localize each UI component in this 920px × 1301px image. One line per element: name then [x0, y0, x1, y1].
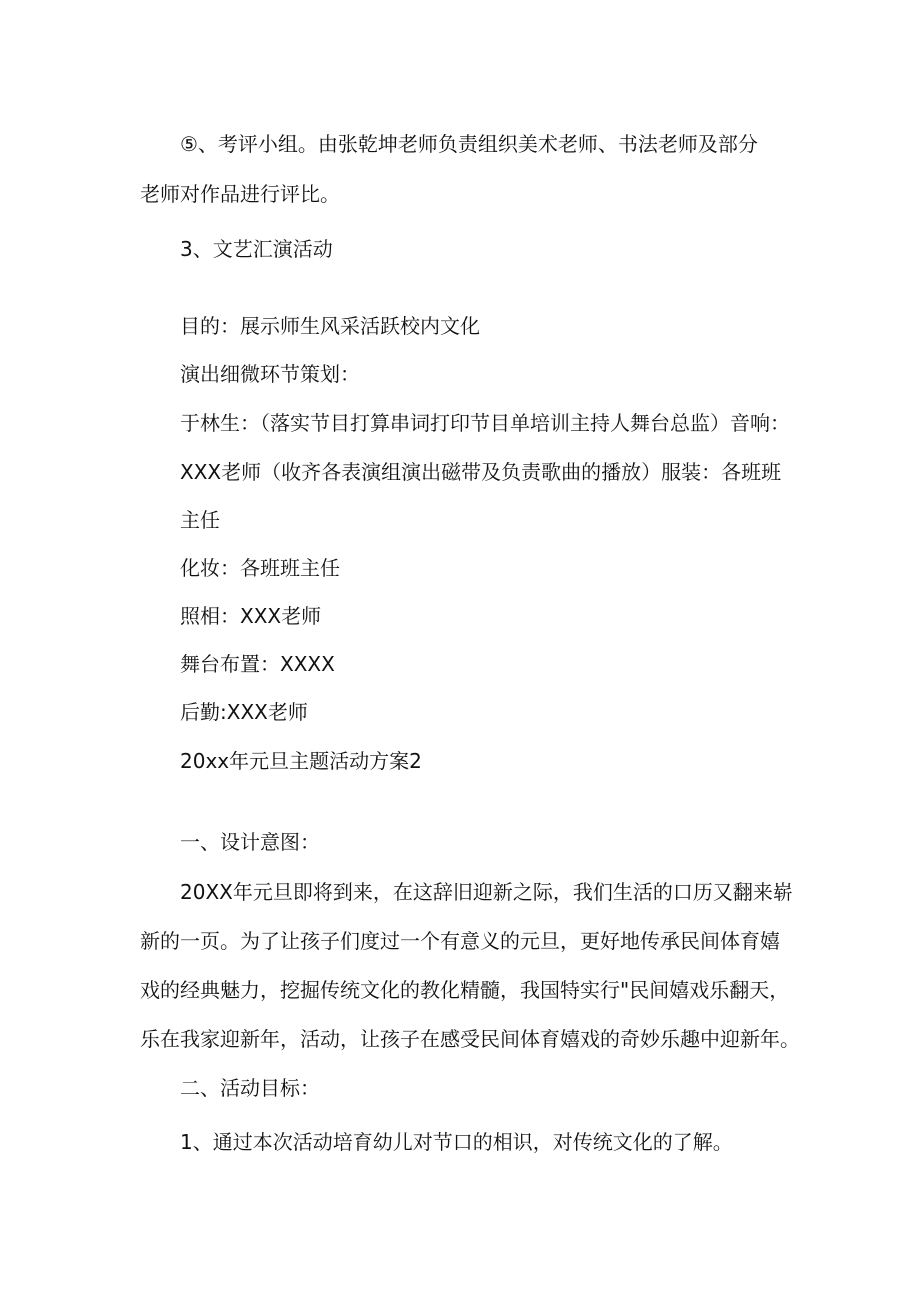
paragraph-line: 老师对作品进行评比。 — [140, 182, 340, 206]
paragraph-line: 戏的经典魅力，挖掘传统文化的教化精髓，我国特实行"民间嬉戏乐翻天， — [140, 978, 790, 1002]
paragraph-line: 1、通过本次活动培育幼儿对节口的相识，对传统文化的了解。 — [180, 1130, 733, 1154]
paragraph-line: 20XX年元旦即将到来，在这辞旧迎新之际，我们生活的口历又翻来崭 — [180, 880, 793, 904]
paragraph-line: 后勤:XXX老师 — [180, 700, 308, 724]
paragraph-line: 照相：XXX老师 — [180, 604, 322, 628]
paragraph-line: 于林生：（落实节目打算串词打印节目单培训主持人舞台总监）音响： — [180, 411, 790, 435]
paragraph-line: 舞台布置：XXXX — [180, 652, 335, 676]
paragraph-line: 目的：展示师生风采活跃校内文化 — [180, 314, 480, 338]
paragraph-line: 化妆：各班班主任 — [180, 556, 340, 580]
paragraph-line: 乐在我家迎新年，活动，让孩子在感受民间体育嬉戏的奇妙乐趣中迎新年。 — [140, 1027, 800, 1051]
paragraph-line: XXX老师（收齐各表演组演出磁带及负责歌曲的播放）服装：各班班 — [180, 460, 782, 484]
section-heading: 一、设计意图： — [180, 830, 320, 854]
paragraph-line: 新的一页。为了让孩子们度过一个有意义的元旦，更好地传承民间体育嬉 — [140, 929, 780, 953]
section-heading: 二、活动目标： — [180, 1076, 320, 1100]
paragraph-line: ⑤、考评小组。由张乾坤老师负责组织美术老师、书法老师及部分 — [180, 132, 758, 156]
paragraph-line: 主任 — [180, 508, 220, 532]
document-title: 20xx年元旦主题活动方案2 — [180, 749, 422, 773]
paragraph-line: 演出细微环节策划： — [180, 362, 360, 386]
section-heading: 3、文艺汇演活动 — [180, 237, 333, 261]
